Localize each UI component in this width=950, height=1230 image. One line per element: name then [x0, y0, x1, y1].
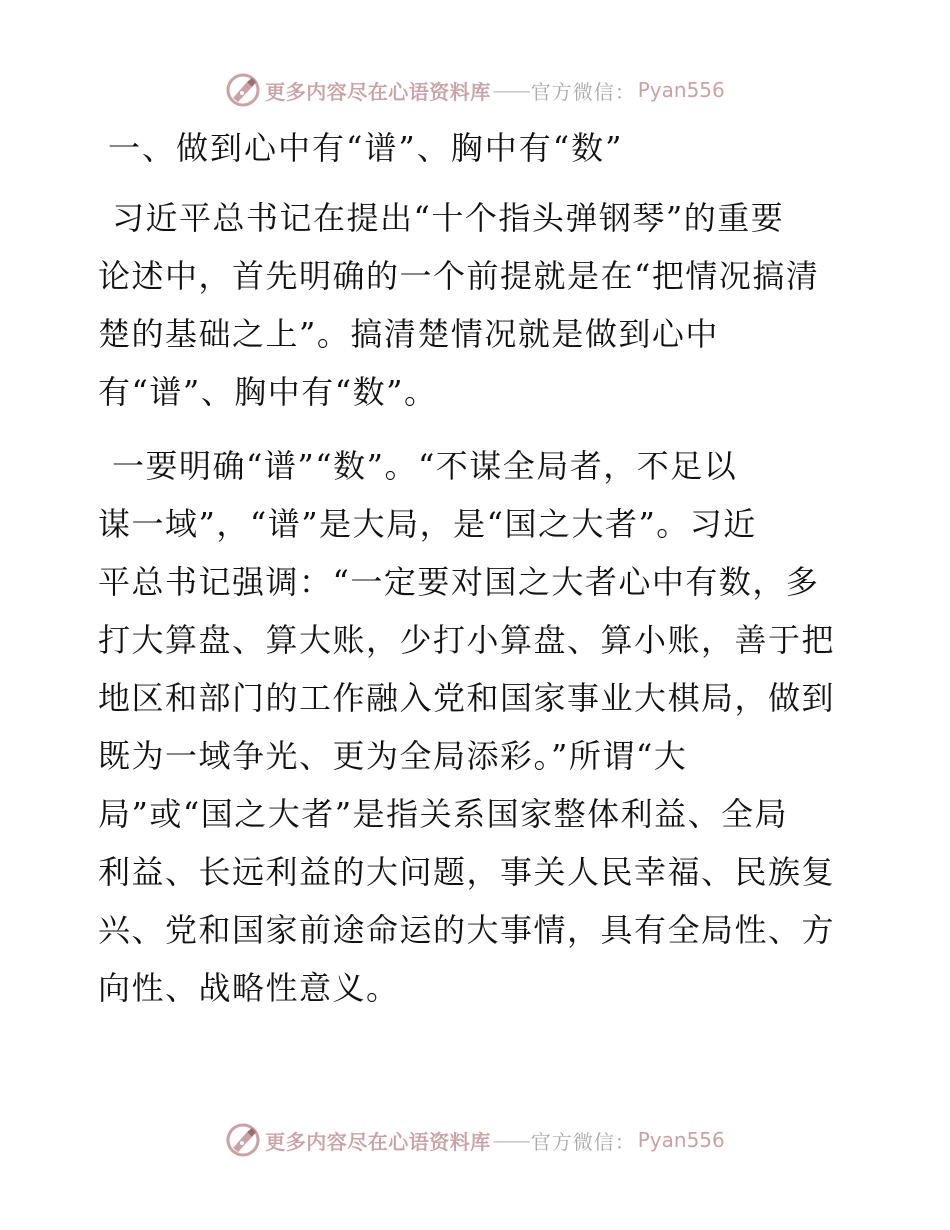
paragraph-line: 局”或“国之大者”是指关系国家整体利益、全局	[98, 795, 789, 833]
watermark-dash: ——	[492, 78, 529, 102]
pen-nib-logo-icon	[225, 72, 261, 108]
paragraph-line: 一要明确“谱”“数”。“不谋全局者，不足以	[112, 447, 738, 485]
section-heading: 一、做到心中有“谱”、胸中有“数”	[108, 129, 624, 167]
watermark-wechat-label: 官方微信：	[530, 79, 636, 104]
pen-nib-logo-icon	[225, 1122, 261, 1158]
watermark-dash: ——	[492, 1128, 529, 1152]
paragraph-line: 谋一域”，“谱”是大局，是“国之大者”。习近	[98, 505, 757, 543]
footer-watermark	[0, 1120, 950, 1160]
paragraph-2	[98, 437, 858, 1017]
header-watermark	[0, 70, 950, 110]
paragraph-line: 向性、战略性意义。	[98, 969, 400, 1007]
paragraph-line: 有“谱”、胸中有“数”。	[98, 373, 438, 411]
paragraph-line: 打大算盘、算大账，少打小算盘、算小账，善于把	[98, 621, 836, 659]
paragraph-line: 兴、党和国家前途命运的大事情，具有全局性、方	[98, 911, 836, 949]
watermark-wechat-id: Pyan556	[637, 78, 725, 102]
paragraph-line: 平总书记强调：“一定要对国之大者心中有数，多	[98, 563, 820, 601]
paragraph-line: 论述中，首先明确的一个前提就是在“把情况搞清	[98, 257, 820, 295]
paragraph-line: 楚的基础之上”。搞清楚情况就是做到心中	[98, 315, 719, 353]
watermark-slogan: 更多内容尽在心语资料库	[265, 1129, 491, 1154]
paragraph-line: 习近平总书记在提出“十个指头弹钢琴”的重要	[112, 199, 785, 237]
paragraph-line: 既为一域争光、更为全局添彩。”所谓“大	[98, 737, 688, 775]
watermark-wechat-id: Pyan556	[637, 1128, 725, 1152]
paragraph-line: 地区和部门的工作融入党和国家事业大棋局，做到	[98, 679, 836, 717]
paragraph-line: 利益、长远利益的大问题，事关人民幸福、民族复	[98, 853, 836, 891]
watermark-slogan: 更多内容尽在心语资料库	[265, 79, 491, 104]
paragraph-1	[98, 189, 858, 421]
watermark-wechat-label: 官方微信：	[530, 1129, 636, 1154]
